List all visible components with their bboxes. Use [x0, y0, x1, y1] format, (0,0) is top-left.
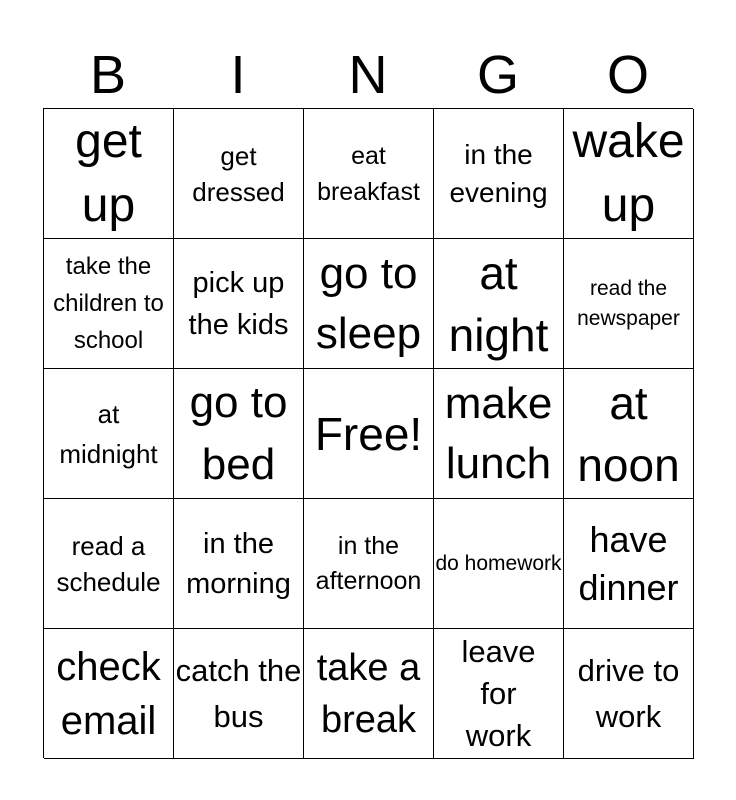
- cell-text: in the afternoon: [315, 531, 422, 595]
- bingo-cell[interactable]: [564, 629, 694, 759]
- bingo-cell[interactable]: [174, 239, 304, 369]
- bingo-cell[interactable]: [434, 239, 564, 369]
- cell-text: in the morning: [186, 527, 291, 600]
- header-letter-n: N: [348, 45, 388, 105]
- header-letter-o: O: [606, 45, 649, 105]
- bingo-cell[interactable]: [434, 109, 564, 239]
- bingo-cell[interactable]: [564, 369, 694, 499]
- bingo-cell[interactable]: [44, 499, 174, 629]
- bingo-cell[interactable]: [564, 239, 694, 369]
- cell-text: go to sleep: [315, 248, 422, 358]
- header-letter-g: G: [476, 45, 519, 105]
- cell-text: leave for work: [461, 633, 536, 753]
- bingo-cell[interactable]: [304, 109, 434, 239]
- cell-text: eat breakfast: [317, 141, 420, 206]
- bingo-cell[interactable]: [44, 109, 174, 239]
- cell-text: make lunch: [444, 378, 553, 488]
- bingo-cell[interactable]: [44, 629, 174, 759]
- bingo-cell[interactable]: [174, 109, 304, 239]
- cell-text: at night: [448, 246, 549, 361]
- cell-text: take a break: [316, 646, 421, 741]
- cell-text: do homework: [435, 551, 562, 575]
- bingo-cell[interactable]: [174, 629, 304, 759]
- header-letter-b: B: [89, 45, 127, 105]
- bingo-cell[interactable]: [304, 369, 434, 499]
- cell-text: go to bed: [189, 377, 288, 489]
- cell-text: Free!: [314, 407, 423, 460]
- bingo-cell[interactable]: [304, 629, 434, 759]
- bingo-cell[interactable]: [174, 499, 304, 629]
- cell-text: check email: [56, 644, 161, 743]
- bingo-cell[interactable]: [304, 239, 434, 369]
- cell-text: get up: [75, 114, 142, 232]
- bingo-cell[interactable]: [564, 109, 694, 239]
- cell-text: at noon: [577, 376, 680, 491]
- cell-text: read a schedule: [56, 530, 161, 597]
- cell-text: at midnight: [59, 398, 158, 469]
- bingo-cell[interactable]: [434, 369, 564, 499]
- cell-text: drive to work: [577, 652, 680, 734]
- cell-text: read the newspaper: [577, 276, 680, 330]
- bingo-header: [43, 42, 693, 108]
- cell-text: pick up the kids: [188, 266, 289, 341]
- cell-text: catch the bus: [175, 652, 302, 734]
- header-letter-i: I: [230, 45, 246, 105]
- cell-text: in the evening: [449, 138, 548, 208]
- cell-text: get dressed: [192, 140, 285, 207]
- cell-text: wake up: [572, 114, 685, 232]
- bingo-cell[interactable]: [304, 499, 434, 629]
- bingo-cell[interactable]: [44, 369, 174, 499]
- cell-text: take the children to school: [53, 253, 164, 354]
- bingo-cell[interactable]: [174, 369, 304, 499]
- bingo-cell[interactable]: [564, 499, 694, 629]
- bingo-cell[interactable]: [434, 499, 564, 629]
- bingo-board: [43, 108, 693, 758]
- bingo-cell[interactable]: [434, 629, 564, 759]
- bingo-cell[interactable]: [44, 239, 174, 369]
- cell-text: have dinner: [578, 518, 679, 608]
